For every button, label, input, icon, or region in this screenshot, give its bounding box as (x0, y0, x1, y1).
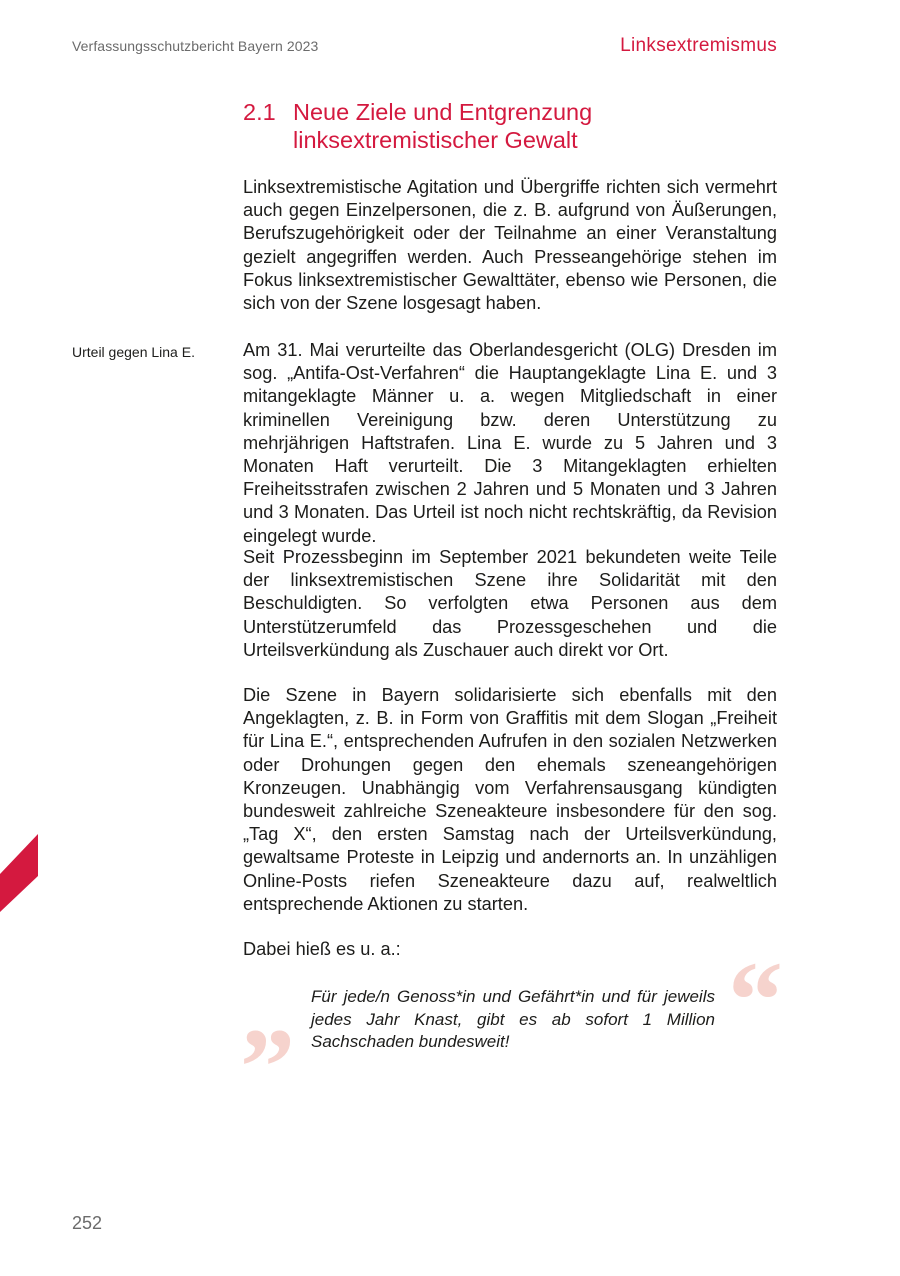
section-title: Neue Ziele und Entgrenzung linksextremistischer Gewalt (293, 99, 593, 153)
quote-close-icon: ” (240, 1006, 295, 1128)
section-number: 2.1 (243, 99, 276, 125)
paragraph-verdict: Am 31. Mai verurteilte das Oberlandesgericht (OLG) Dresden im sog. „Antifa-Ost-Verfahren“ die Hauptangeklagte Lina E. und 3 mitangeklagte Männer u. a. wegen Mitgliedschaft in einer kriminellen Vereinigung bzw. deren Unterstützung zu mehrjährigen Haftstrafen. Lina E. wurde zu 5 Jahren und 3 Monaten Haft verurteilt. Die 3 Mitangeklagten erhielten Freiheitsstrafen zwischen 2 Jahren und 5 Monaten und 3 Jahren und 3 Monaten. Das Urteil ist noch nicht rechtskräftig, da Revision eingelegt wurde. (243, 340, 777, 546)
running-header-title: Verfassungsschutzbericht Bayern 2023 (72, 38, 319, 54)
paragraph-solidarity: Seit Prozessbeginn im September 2021 bekundeten weite Teile der linksextremistischen Szene ihre Solidarität mit den Beschuldigten. So verfolgten etwa Personen aus dem Unterstützerumfeld das Prozessgeschehen und die Urteilsverkündung als Zuschauer auch direkt vor Ort. (243, 547, 777, 660)
margin-note: Urteil gegen Lina E. (72, 344, 195, 360)
chapter-tab-shape (0, 834, 38, 912)
paragraph-quote-intro: Dabei hieß es u. a.: (243, 939, 401, 959)
quote-open-icon: “ (728, 939, 783, 1061)
chapter-tab-marker (0, 834, 38, 912)
blockquote-text: Für jede/n Genoss*in und Gefährt*in und für jeweils jedes Jahr Knast, gibt es ab sofort 1 Million Sachschaden bundesweit! (311, 987, 715, 1051)
paragraph-bavaria: Die Szene in Bayern solidarisierte sich ebenfalls mit den Angeklagten, z. B. in Form von Graffitis mit dem Slogan „Freiheit für Lina E.“, entsprechenden Aufrufen in den sozialen Netzwerken oder Drohungen gegen den ehemals szeneangehörigen Kronzeugen. Unabhängig vom Verfahrensausgang kündigten bundesweit zahlreiche Szeneakteure insbesondere für den sog. „Tag X“, den ersten Samstag nach der Urteilsverkündung, gewaltsame Proteste in Leipzig und andernorts an. In unzähligen Online-Posts riefen Szeneakteure dazu auf, realweltlich entsprechende Aktionen zu starten. (243, 685, 777, 914)
section-heading (243, 98, 783, 154)
paragraph-intro: Linksextremistische Agitation und Übergriffe richten sich vermehrt auch gegen Einzelpersonen, die z. B. aufgrund von Äußerungen, Berufszugehörigkeit oder der Teilnahme an einer Veranstaltung gezielt angegriffen werden. Auch Presseangehörige stehen im Fokus linksextremistischer Gewalttäter, ebenso wie Personen, die sich von der Szene losgesagt haben. (243, 177, 777, 314)
running-header-chapter: Linksextremismus (620, 35, 777, 56)
page-number: 252 (72, 1213, 103, 1233)
